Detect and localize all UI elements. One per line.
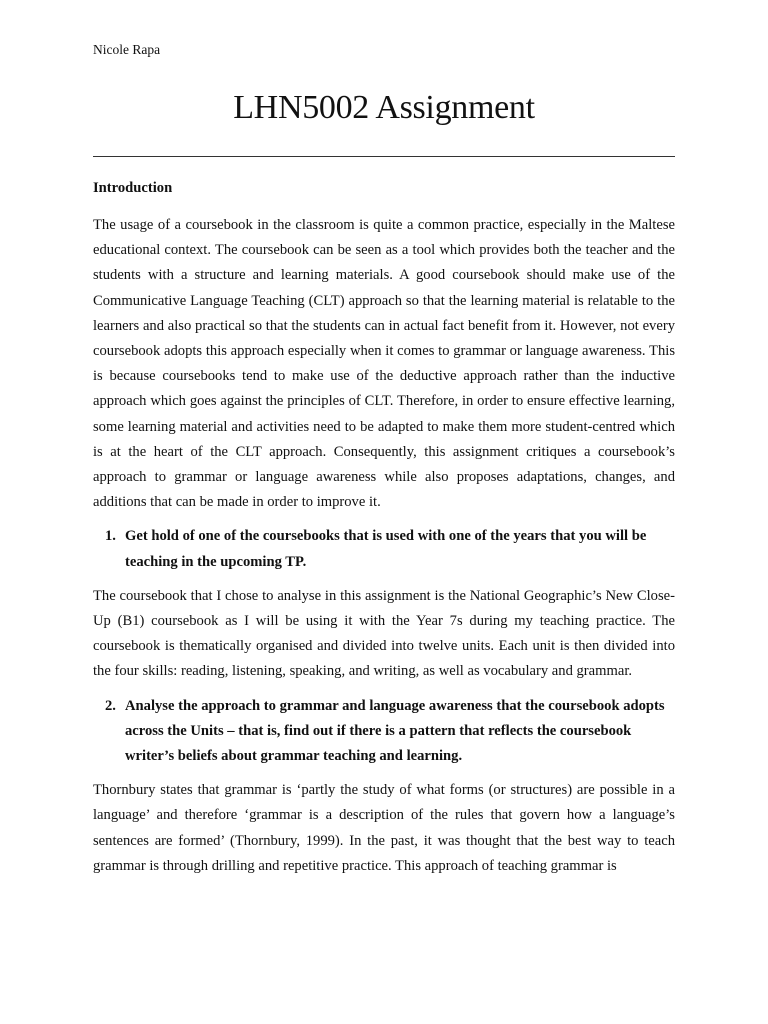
question-1 bbox=[93, 524, 675, 574]
question-1-text: Get hold of one of the coursebooks that is used with one of the years that you will be teaching in the upcoming TP. bbox=[125, 528, 647, 570]
question-2 bbox=[93, 694, 675, 770]
question-2-number: 2. bbox=[105, 697, 116, 714]
document-page bbox=[93, 0, 675, 1024]
question-1-number: 1. bbox=[105, 528, 116, 545]
author-name: Nicole Rapa bbox=[93, 42, 161, 57]
introduction-paragraph: The usage of a coursebook in the classroom is quite a common practice, especially in the Maltese educational context. The coursebook can be seen as a tool which provides both the teacher and the students with a structure and learning materials. A good coursebook should make use of the Communicative Language Teaching (CLT) approach so that the learning material is relatable to the learners and also practical so that the students can in actual fact benefit from it. However, not every coursebook adopts this approach especially when it comes to grammar or language awareness. This is because coursebooks tend to make use of the deductive approach rather than the inductive approach which goes against the principles of CLT. Therefore, in order to ensure effective learning, some learning material and activities need to be adapted to make them more student-centred which is at the heart of the CLT approach. Consequently, this assignment critiques a coursebook’s approach to grammar or language awareness while also proposes adaptations, changes, and additions that can be made in order to improve it. bbox=[93, 217, 675, 511]
answer-1-paragraph: The coursebook that I chose to analyse in this assignment is the National Geographic’s New Close-Up (B1) coursebook as I will be using it with the Year 7s during my teaching practice. The coursebook is thematically organised and divided into twelve units. Each unit is then divided into the four skills: reading, listening, speaking, and writing, as well as vocabulary and grammar. bbox=[93, 587, 675, 680]
document-body bbox=[93, 176, 675, 888]
question-2-text: Analyse the approach to grammar and language awareness that the coursebook adopts across the Units – that is, find out if there is a pattern that reflects the coursebook writer’s beliefs about grammar teaching and learning. bbox=[125, 697, 665, 765]
answer-2-paragraph: Thornbury states that grammar is ‘partly the study of what forms (or structures) are possible in a language’ and therefore ‘grammar is a description of the rules that govern how a language’s sentences are formed’ (Thornbury, 1999). In the past, it was thought that the best way to teach grammar is through drilling and repetitive practice. This approach of teaching grammar is bbox=[93, 782, 675, 874]
introduction-heading: Introduction bbox=[93, 180, 173, 196]
title-divider bbox=[93, 156, 675, 157]
document-title: LHN5002 Assignment bbox=[233, 89, 535, 126]
